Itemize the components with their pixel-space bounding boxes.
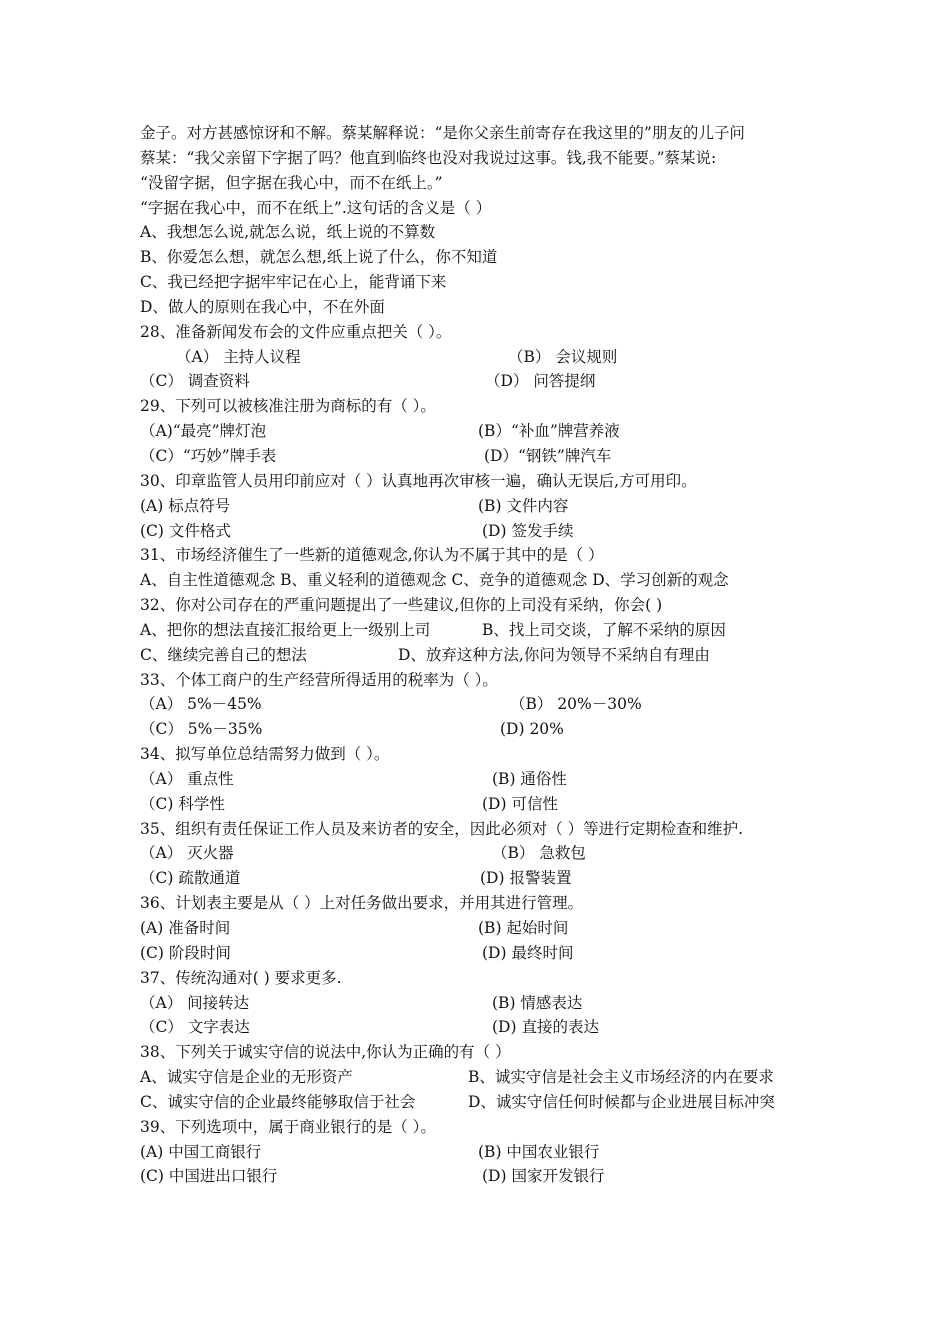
- option-a: (A) 准备时间: [140, 919, 231, 937]
- option-row: [140, 1065, 820, 1090]
- option-row: [140, 717, 820, 742]
- question-28: [140, 320, 820, 395]
- option-d: (D) 报警装置: [480, 869, 572, 888]
- option-d: (D) 最终时间: [482, 943, 574, 962]
- option-row: [140, 369, 820, 394]
- option-b: B、找上司交谈，了解不采纳的原因: [482, 620, 726, 639]
- option-d: (D) 国家开发银行: [482, 1167, 605, 1186]
- option-a: （A） 灭火器: [140, 844, 234, 863]
- question-stem: 31、市场经济催生了一些新的道德观念,你认为不属于其中的是（ ）: [140, 546, 604, 565]
- option-c: C、我已经把字据牢牢记在心上，能背诵下来: [140, 273, 447, 292]
- option-row: [140, 916, 820, 941]
- option-d: D、放弃这种方法,你问为领导不采纳自有理由: [398, 645, 710, 664]
- option-c: （C） 文字表达: [140, 1018, 250, 1037]
- option-a: （A） 间接转达: [140, 993, 250, 1012]
- question-stem: 32、你对公司存在的严重问题提出了一些建议,但你的上司没有采纳，你会( ): [140, 596, 663, 615]
- question-31: [140, 543, 820, 593]
- option-c: (C) 文件格式: [140, 521, 231, 540]
- question-stem: 29、下列可以被核准注册为商标的有（ ）。: [140, 397, 436, 416]
- option-b: B、你爱怎么想，就怎么想,纸上说了什么，你不知道: [140, 248, 498, 267]
- question-27: [140, 196, 820, 320]
- option-row: [140, 1164, 820, 1189]
- question-32: [140, 593, 820, 668]
- question-34: [140, 742, 820, 817]
- question-38: [140, 1040, 820, 1115]
- option-b: (B）“补血”牌营养液: [478, 422, 620, 441]
- option-c: C、继续完善自己的想法: [140, 645, 307, 664]
- option-a: (A) 中国工商银行: [140, 1142, 262, 1161]
- option-a: A、把你的想法直接汇报给更上一级别上司: [140, 620, 431, 639]
- question-stem: 35、组织有责任保证工作人员及来访者的安全，因此必须对（ ）等进行定期检查和维护.: [140, 819, 744, 838]
- option-row: [140, 767, 820, 792]
- option-row: [140, 692, 820, 717]
- question-36: [140, 891, 820, 966]
- option-a: （A） 5%－45%: [140, 695, 262, 714]
- option-d: (D) 20%: [500, 720, 564, 739]
- option-row: [140, 643, 820, 668]
- option-row: [140, 1090, 820, 1115]
- option-b: (B) 中国农业银行: [478, 1142, 600, 1161]
- option-c: (C) 阶段时间: [140, 943, 231, 962]
- option-row: [140, 792, 820, 817]
- option-c: （C）“巧妙”牌手表: [140, 446, 277, 465]
- option-b: （B） 会议规则: [508, 347, 618, 366]
- option-b: （B） 急救包: [492, 844, 586, 863]
- question-39: [140, 1115, 820, 1190]
- option-b: (B) 起始时间: [478, 919, 569, 937]
- option-c: （C） 5%－35%: [140, 720, 263, 739]
- option-d: (D) 签发手续: [482, 521, 574, 540]
- option-c: （C） 调查资料: [140, 372, 250, 391]
- question-stem: “字据在我心中，而不在纸上”.这句话的含义是（ ）: [140, 198, 492, 217]
- option-row: [140, 618, 820, 643]
- option-d: D、做人的原则在我心中，不在外面: [140, 297, 385, 316]
- option-row: [140, 941, 820, 966]
- option-row: [140, 494, 820, 519]
- option-row: [140, 519, 820, 544]
- option-row: [140, 1140, 820, 1165]
- option-c: C、诚实守信的企业最终能够取信于社会: [140, 1092, 416, 1111]
- passage-line: 蔡某：“我父亲留下字据了吗？他直到临终也没对我说过这事。钱,我不能要。”蔡某说:: [140, 148, 717, 167]
- question-33: [140, 668, 820, 743]
- option-row: [140, 345, 820, 370]
- document-content: [140, 121, 820, 1189]
- option-b: (B) 文件内容: [478, 496, 569, 515]
- option-d: (D) 可信性: [482, 794, 558, 813]
- option-row: [140, 444, 820, 469]
- question-37: [140, 966, 820, 1041]
- option-b: (B) 通俗性: [492, 769, 567, 788]
- question-stem: 39、下列选项中，属于商业银行的是（ ）。: [140, 1117, 436, 1136]
- passage-line: 金子。对方甚感惊讶和不解。蔡某解释说：“是你父亲生前寄存在我这里的”朋友的儿子问: [140, 124, 745, 142]
- question-stem: 38、下列关于诚实守信的说法中,你认为正确的有（ ）: [140, 1043, 511, 1062]
- option-d: D、诚实守信任何时候都与企业进展目标冲突: [468, 1092, 775, 1111]
- option-c: (C) 中国进出口银行: [140, 1167, 278, 1186]
- option-b: （B） 20%－30%: [510, 695, 642, 714]
- option-a: （A） 重点性: [140, 769, 234, 788]
- question-29: [140, 394, 820, 469]
- option-row: [140, 991, 820, 1016]
- question-stem: 36、计划表主要是从（ ）上对任务做出要求，并用其进行管理。: [140, 894, 584, 913]
- option-a: (A) 标点符号: [140, 496, 231, 515]
- option-row: [140, 1015, 820, 1040]
- option-a: （A)“最亮”牌灯泡: [140, 422, 267, 441]
- option-b: (B) 情感表达: [492, 993, 583, 1012]
- option-a: A、我想怎么说,就怎么说，纸上说的不算数: [140, 223, 436, 242]
- option-b: B、诚实守信是社会主义市场经济的内在要求: [468, 1068, 774, 1087]
- question-35: [140, 817, 820, 892]
- option-row: [140, 841, 820, 866]
- option-c: （C) 科学性: [140, 794, 225, 813]
- option-a: （A） 主持人议程: [176, 347, 301, 366]
- question-stem: 34、拟写单位总结需努力做到（ ）。: [140, 745, 390, 764]
- question-stem: 37、传统沟通对( ) 要求更多.: [140, 968, 342, 987]
- question-30: [140, 469, 820, 544]
- passage: [140, 121, 820, 196]
- question-stem: 30、印章监管人员用印前应对（ ）认真地再次审核一遍，确认无误后,方可用印。: [140, 471, 697, 490]
- option-a: A、诚实守信是企业的无形资产: [140, 1068, 353, 1087]
- option-row: [140, 419, 820, 444]
- question-stem: 33、个体工商户的生产经营所得适用的税率为（ ）。: [140, 670, 498, 689]
- option-d: （D） 问答提纲: [485, 372, 596, 391]
- option-d: (D）“钢铁”牌汽车: [484, 446, 612, 465]
- question-stem: 28、准备新闻发布会的文件应重点把关（ ）。: [140, 322, 452, 341]
- option-line: A、自主性道德观念 B、重义轻利的道德观念 C、竞争的道德观念 D、学习创新的观念: [140, 571, 729, 590]
- option-d: (D) 直接的表达: [492, 1018, 599, 1037]
- option-row: [140, 866, 820, 891]
- passage-line: “没留字据，但字据在我心中，而不在纸上。”: [140, 173, 443, 192]
- option-c: （C) 疏散通道: [140, 869, 241, 888]
